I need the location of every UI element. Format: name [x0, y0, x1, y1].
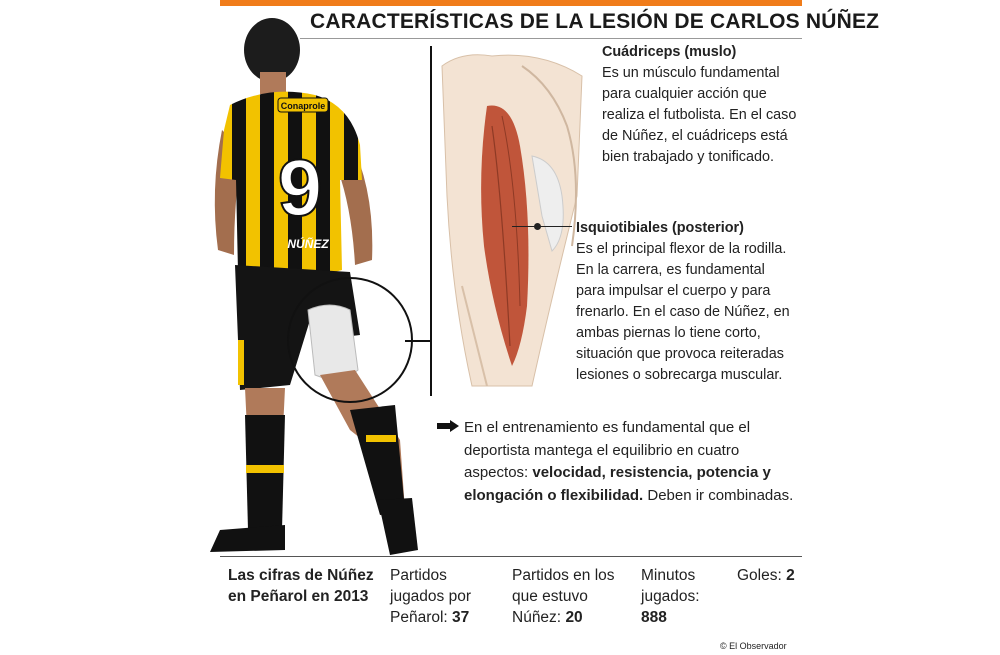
stat-matches-team: [390, 565, 500, 628]
quadriceps-text: Es un músculo fundamental para cualquier acción que realiza el futbolista. En el caso de Núñez, el cuádriceps está bien trabajado y tonificado.: [602, 65, 797, 165]
player-illustration: [190, 10, 440, 555]
stat-value: 20: [565, 609, 583, 626]
arrow-right-icon: [437, 420, 459, 432]
training-text-bold: velocidad, resistencia, potencia y elongación o flexibilidad.: [464, 464, 771, 504]
callout-connector: [405, 340, 431, 342]
stat-label: Partidos en los que estuvo Núñez:: [512, 567, 615, 626]
stats-label: Las cifras de Núñez en Peñarol en 2013: [228, 567, 374, 605]
hamstrings-info: [576, 218, 796, 386]
hamstring-pointer-dot: [534, 223, 541, 230]
hamstring-pointer-line: [512, 226, 572, 227]
training-info: [464, 417, 794, 507]
stat-minutes: [641, 565, 721, 628]
quadriceps-info: [602, 42, 802, 168]
stat-value: 37: [452, 609, 470, 626]
credit: © El Observador: [720, 641, 787, 651]
top-accent-bar: [220, 0, 802, 6]
stat-matches-player: [512, 565, 632, 628]
training-text-before: En el entrenamiento es fundamental que el deportista mantega el equilibrio en cuatro aspectos:: [464, 419, 751, 481]
stat-label: Goles:: [737, 567, 782, 584]
training-text-after: Deben ir combinadas.: [643, 486, 794, 504]
stat-value: 888: [641, 609, 667, 626]
hamstrings-text: Es el principal flexor de la rodilla. En la carrera, es fundamental para impulsar el cuerpo y para frenarlo. En el caso de Núñez, en ambas piernas lo tiene corto, situación que provoca reiteradas lesiones o sobrecarga muscular.: [576, 241, 790, 383]
hamstrings-heading: Isquiotibiales (posterior): [576, 220, 744, 236]
shirt-number: 9: [277, 143, 323, 232]
stat-label: Minutos jugados:: [641, 567, 700, 605]
shirt-name: NÚÑEZ: [287, 237, 329, 251]
stat-value: 2: [786, 567, 795, 584]
stat-goals: [737, 565, 797, 586]
quadriceps-heading: Cuádriceps (muslo): [602, 44, 737, 60]
page-title: CARACTERÍSTICAS DE LA LESIÓN DE CARLOS NÚÑEZ: [310, 10, 880, 33]
stat-label: Partidos jugados por Peñarol:: [390, 567, 472, 626]
stats-divider: [220, 556, 802, 557]
shirt-sponsor: Conaprole: [280, 101, 326, 111]
muscle-anatomy-illustration: [432, 46, 592, 396]
